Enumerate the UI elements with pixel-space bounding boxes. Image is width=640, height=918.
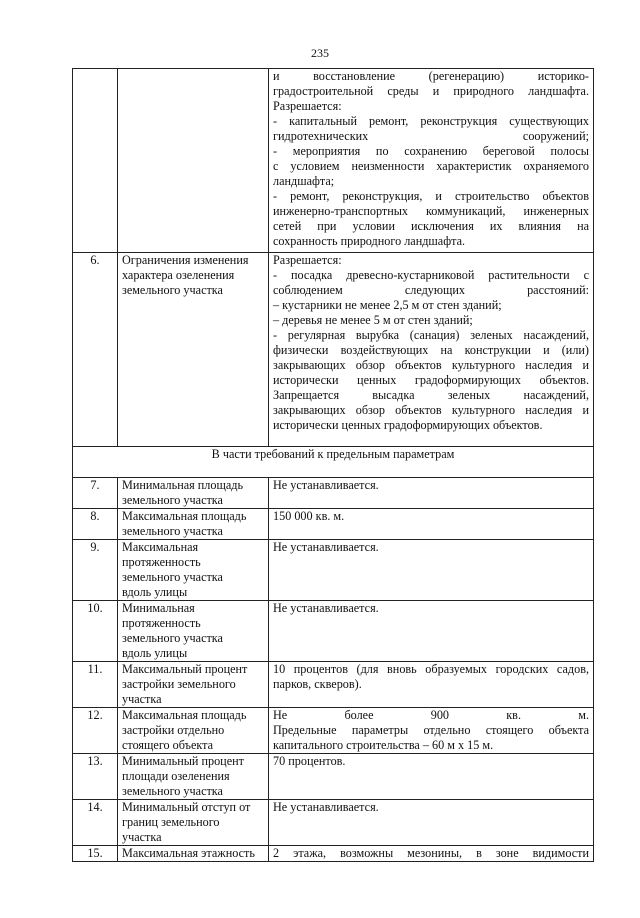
row-value-cell [269,708,594,754]
text-line: земельного участка [122,631,223,645]
section-header-row [73,447,594,478]
text-line: 150 000 кв. м. [273,509,345,523]
row-name-cell [118,800,269,846]
row-value-cell [269,478,594,509]
text-line: Не устанавливается. [273,601,379,615]
text-line: - регулярная вырубка (санация) зеленых насаждений, [273,328,589,342]
text-line: - посадка древесно-кустарниковой растительности с [273,268,589,282]
text-line: Минимальный отступ от [122,800,251,814]
row-value-cell [269,800,594,846]
row-number-cell: 9. [73,540,118,601]
text-line: 2 этажа, возможны мезонины, в зоне видимости [273,846,589,860]
row-value-cell [269,754,594,800]
text-line: Запрещается высадка зеленых насаждений, [273,388,589,402]
text-line: характера озеленения [122,268,235,282]
text-line: участка [122,830,162,844]
text-line: земельного участка [122,493,223,507]
row-name-cell [118,509,269,540]
row-number-cell: 15. [73,846,118,862]
text-line: с условием неизменности характеристик охраняемого [273,159,589,173]
regulations-table [72,68,594,862]
row-number-cell: 6. [73,253,118,447]
text-line: Не устанавливается. [273,478,379,492]
text-line: Не устанавливается. [273,800,379,814]
row-name-cell [118,69,269,253]
text-line: Максимальная [122,540,199,554]
text-line: земельного участка [122,570,223,584]
table-row-6 [73,253,594,447]
text-line: площади озеленения [122,769,230,783]
row-name-cell [118,601,269,662]
text-line: Разрешается: [273,99,342,113]
row-value-cell [269,69,594,253]
text-line: Ограничения изменения [122,253,249,267]
table-row [73,478,594,509]
text-line: Не устанавливается. [273,540,379,554]
text-line: Максимальный процент [122,662,248,676]
table-row-continuation [73,69,594,253]
row-number-cell: 13. [73,754,118,800]
row-name-cell [118,754,269,800]
text-line: физически воздействующих на конструкции и (или) [273,343,589,357]
row-name-cell [118,540,269,601]
text-line: сетей при условии исключения их влияния на [273,219,589,233]
row-value-cell [269,509,594,540]
text-line: земельного участка [122,524,223,538]
text-line: протяженность [122,555,201,569]
text-line: земельного участка [122,784,223,798]
text-line: – деревья не менее 5 м от стен зданий; [273,313,473,327]
text-line: Разрешается: [273,253,342,267]
text-line: 10 процентов (для вновь образуемых городских садов, [273,662,589,676]
text-line: границ земельного [122,815,220,829]
text-line: закрывающих обзор объектов культурного наследия и [273,358,589,372]
text-line: земельного участка [122,283,223,297]
row-number-cell: 10. [73,601,118,662]
text-line: вдоль улицы [122,585,188,599]
text-line: 70 процентов. [273,754,346,768]
table-row [73,800,594,846]
text-line: участка [122,692,162,706]
row-value-cell [269,253,594,447]
row-name-cell [118,478,269,509]
section-title: В части требований к предельным параметрам [73,447,594,478]
text-line: протяженность [122,616,201,630]
table-row [73,540,594,601]
table-row [73,509,594,540]
text-line: Минимальный процент [122,754,244,768]
row-number-cell: 8. [73,509,118,540]
text-line: застройки отдельно [122,723,225,737]
text-line: Минимальная площадь [122,478,244,492]
text-line: парков, скверов). [273,677,362,691]
table-row [73,708,594,754]
row-value-cell [269,846,594,862]
text-line: Максимальная площадь [122,708,247,722]
text-line: ландшафта; [273,174,335,188]
text-line: закрывающих обзор объектов культурного наследия и [273,403,589,417]
text-line: соблюдением следующих расстояний: [273,283,589,297]
text-line: капитального строительства – 60 м х 15 м. [273,738,494,752]
text-line: - мероприятия по сохранению береговой полосы [273,144,589,158]
row-number-cell: 7. [73,478,118,509]
row-number-cell [73,69,118,253]
text-line: – кустарники не менее 2,5 м от стен зданий; [273,298,502,312]
page-number: 235 [311,46,329,60]
text-line: - ремонт, реконструкция, и строительство объектов [273,189,589,203]
row-number-cell: 11. [73,662,118,708]
row-number-cell: 14. [73,800,118,846]
text-line: Максимальная этажность [122,846,255,860]
row-number-cell: 12. [73,708,118,754]
text-line: градостроительной среды и природного ландшафта. [273,84,589,98]
table-row [73,601,594,662]
text-line: инженерно-транспортных коммуникаций, инженерных [273,204,589,218]
row-value-cell [269,540,594,601]
text-line: Предельные параметры отдельно стоящего объекта [273,723,589,737]
text-line: Не более 900 кв. м. [273,708,589,722]
text-line: гидротехнических сооружений; [273,129,589,143]
row-name-cell [118,708,269,754]
text-line: и восстановление (регенерацию) историко- [273,69,589,83]
text-line: - капитальный ремонт, реконструкция существующих [273,114,589,128]
table-row [73,662,594,708]
row-name-cell [118,662,269,708]
row-value-cell [269,662,594,708]
text-line: исторически ценных градоформирующих объектов. [273,418,543,432]
row-value-cell [269,601,594,662]
table-row [73,846,594,862]
text-line: вдоль улицы [122,646,188,660]
text-line: Минимальная [122,601,195,615]
text-line: исторически ценных градоформирующих объектов. [273,373,589,387]
table-row [73,754,594,800]
text-line: застройки земельного [122,677,236,691]
text-line: Максимальная площадь [122,509,247,523]
text-line: сохранность природного ландшафта. [273,234,466,248]
row-name-cell [118,253,269,447]
row-name-cell [118,846,269,862]
text-line: стоящего объекта [122,738,214,752]
